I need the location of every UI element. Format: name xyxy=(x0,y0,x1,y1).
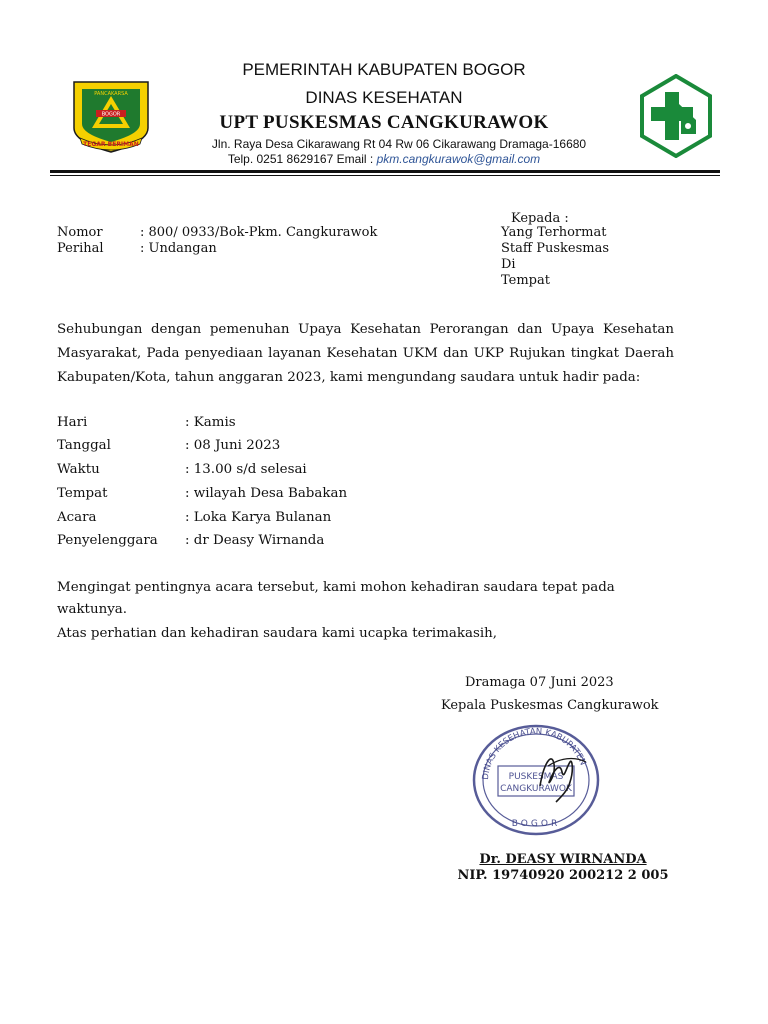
intro-paragraph: Sehubungan dengan pemenuhan Upaya Kesehatan Perorangan dan Upaya Kesehatan Masyarakat, Pada penyediaan layanan Kesehatan UKM dan UKP Rujukan tingkat Daerah Kabupaten/Kota, tahun anggaran 2023, kami mengundang saudara untuk hadir pada: xyxy=(57,322,674,385)
header-divider-thick xyxy=(50,170,720,173)
detail-value: : Kamis xyxy=(185,415,236,430)
header-puskesmas: UPT PUSKESMAS CANGKURAWOK xyxy=(219,112,549,133)
nomor-label: Nomor xyxy=(57,225,103,240)
header-contact xyxy=(0,152,768,166)
signatory-name: Dr. DEASY WIRNANDA xyxy=(479,852,647,867)
recipient-kepada: Kepada : xyxy=(511,211,569,226)
official-stamp xyxy=(470,722,602,838)
stamp-mid-1: PUSKESMAS xyxy=(508,772,564,782)
signatory-nip: NIP. 19740920 200212 2 005 xyxy=(457,868,669,883)
detail-label: Tempat xyxy=(57,486,108,501)
perihal-value: : Undangan xyxy=(140,241,217,256)
header-department: DINAS KESEHATAN xyxy=(305,88,463,107)
detail-value: : Loka Karya Bulanan xyxy=(185,510,332,525)
detail-label: Penyelenggara xyxy=(57,533,158,548)
header-phone: Telp. 0251 8629167 Email : xyxy=(227,152,377,166)
logo-top-text: PANCAKARSA xyxy=(94,91,128,97)
detail-value: : wilayah Desa Babakan xyxy=(185,486,348,501)
signature-place-date: Dramaga 07 Juni 2023 xyxy=(465,675,614,690)
detail-label: Tanggal xyxy=(57,438,111,453)
recipient-line-3: Di xyxy=(501,257,516,272)
detail-value: : dr Deasy Wirnanda xyxy=(185,533,325,548)
signature-position: Kepala Puskesmas Cangkurawok xyxy=(441,698,659,713)
stamp-top-text: DINAS KESEHATAN KABUPATEN xyxy=(480,726,588,781)
detail-label: Waktu xyxy=(57,462,100,477)
detail-label: Hari xyxy=(57,415,88,430)
nomor-value: : 800/ 0933/Bok-Pkm. Cangkurawok xyxy=(140,225,378,240)
recipient-line-2: Staff Puskesmas xyxy=(501,241,610,256)
perihal-label: Perihal xyxy=(57,241,104,256)
detail-value: : 08 Juni 2023 xyxy=(185,438,281,453)
header-government: PEMERINTAH KABUPATEN BOGOR xyxy=(242,60,526,79)
stamp-mid-2: CANGKURAWOK xyxy=(500,784,572,794)
detail-value: : 13.00 s/d selesai xyxy=(185,462,307,477)
closing-thanks: Atas perhatian dan kehadiran saudara kami ucapka terimakasih, xyxy=(57,626,498,641)
stamp-bottom-text: BOGOR xyxy=(511,819,561,829)
header-divider-thin xyxy=(50,175,720,176)
header-email-link[interactable]: pkm.cangkurawok@gmail.com xyxy=(376,152,541,166)
closing-paragraph: Mengingat pentingnya acara tersebut, kami mohon kehadiran saudara tepat pada waktunya. xyxy=(57,580,615,617)
header-address: Jln. Raya Desa Cikarawang Rt 04 Rw 06 Cikarawang Dramaga-16680 xyxy=(211,137,587,151)
detail-label: Acara xyxy=(57,510,97,525)
recipient-line-1: Yang Terhormat xyxy=(501,225,607,240)
recipient-line-4: Tempat xyxy=(501,273,550,288)
logo-banner-text: BOGOR xyxy=(101,111,121,118)
logo-bottom-text: TEGAR BERIMAN xyxy=(83,141,139,148)
